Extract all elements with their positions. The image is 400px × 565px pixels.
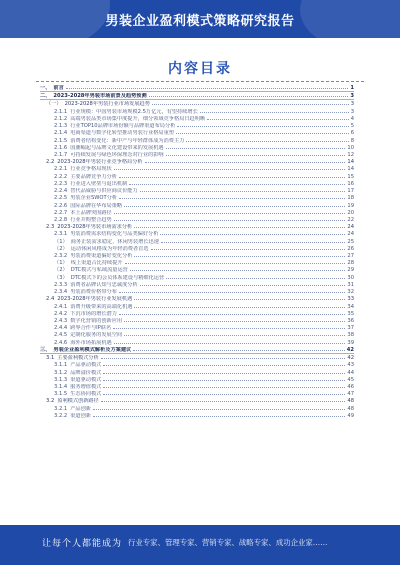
toc-entry[interactable] <box>40 209 354 216</box>
toc-entry-page: 14 <box>347 159 354 166</box>
toc-entry[interactable] <box>40 151 354 158</box>
toc-entry-page: 26 <box>347 245 354 252</box>
toc-entry-title: 男装消费价格带分布 <box>70 289 117 296</box>
toc-entry-number: 2.2.4 <box>54 188 68 195</box>
toc-entry[interactable] <box>40 92 354 100</box>
toc-entry-number: 2.1.6 <box>54 144 68 151</box>
toc-leader-dots <box>140 187 346 192</box>
toc-entry-title: 盈利模式创新路径 <box>57 398 99 405</box>
toc-entry[interactable] <box>40 115 354 122</box>
toc-entry-page: 10 <box>347 144 354 151</box>
toc-entry-title: 前言 <box>53 85 64 91</box>
toc-entry[interactable] <box>40 274 354 281</box>
toc-leader-dots <box>133 346 345 351</box>
toc-entry[interactable] <box>40 158 354 165</box>
toc-entry-title: 男装企业盈利模式解析及方案建议 <box>53 346 132 353</box>
toc-entry-number: 2.1.7 <box>54 151 68 158</box>
toc-entry-page: 27 <box>347 253 354 260</box>
toc-entry[interactable] <box>40 238 354 245</box>
toc-entry-page: 46 <box>347 383 354 390</box>
toc-entry[interactable] <box>40 295 354 302</box>
toc-leader-dots <box>114 209 346 214</box>
toc-entry-number: 2.2.6 <box>54 202 68 209</box>
footer-tagline: 行业专家、管理专家、营销专家、战略专家、成功企业家…… <box>128 538 328 547</box>
toc-entry[interactable] <box>40 194 354 201</box>
toc-entry[interactable] <box>40 288 354 295</box>
toc-entry[interactable] <box>40 202 354 209</box>
toc-entry-number: 2.1.3 <box>54 123 68 130</box>
toc-leader-dots <box>200 108 349 113</box>
toc-entry[interactable] <box>40 230 354 237</box>
toc-leader-dots <box>114 339 346 344</box>
toc-entry-number: 2.4.5 <box>54 332 68 339</box>
header-banner <box>0 0 400 38</box>
toc-entry-page: 48 <box>347 398 354 405</box>
toc-entry-title: 2023-2028年男装行业市场发展趋势 <box>64 101 150 108</box>
toc-entry-page: 39 <box>347 339 354 346</box>
toc-leader-dots <box>149 92 349 97</box>
toc-leader-dots <box>103 376 345 381</box>
toc-leader-dots <box>114 216 346 221</box>
toc-entry-number: 3.1.1 <box>54 362 68 369</box>
toc-leader-dots <box>134 223 345 228</box>
toc-entry-number: 2.2.7 <box>54 209 68 216</box>
toc-leader-dots <box>101 354 346 359</box>
toc-entry[interactable] <box>40 122 354 129</box>
toc-entry-page: 34 <box>347 303 354 310</box>
toc-entry-title: 替代品威胁与供应商议价能力 <box>70 188 138 195</box>
toc-entry-page: 42 <box>347 355 354 362</box>
toc-entry-page: 44 <box>347 369 354 376</box>
toc-entry[interactable] <box>40 187 354 194</box>
toc-entry-title: 渠道驱动模式 <box>70 376 102 383</box>
toc-entry-title: 国潮崛起与品牌文化建设带来的发展机遇 <box>70 144 164 151</box>
toc-entry-number: 2.1.1 <box>54 108 68 115</box>
footer-banner <box>0 525 400 565</box>
toc-entry-page: 18 <box>347 195 354 202</box>
toc-leader-dots <box>166 151 346 156</box>
toc-entry-title: 主要盈利模式分析 <box>57 355 99 362</box>
toc-entry-title: 运动休闲风格成为年轻消费者首选 <box>70 245 149 252</box>
toc-divider <box>36 81 364 82</box>
toc-leader-dots <box>101 397 346 402</box>
toc-entry[interactable] <box>40 259 354 266</box>
toc-leader-dots <box>177 122 348 127</box>
toc-entry-number: 2.1.5 <box>54 137 68 144</box>
toc-entry-title: 海外市场拓展机遇 <box>70 339 112 346</box>
toc-entry-number: 2.4.3 <box>54 318 68 324</box>
toc-leader-dots <box>134 303 345 308</box>
toc-entry[interactable] <box>40 317 354 324</box>
toc-entry-number: （2） <box>54 267 68 274</box>
toc-entry-title: 男装消费需求结构变化与品类偏好分析 <box>70 231 159 238</box>
toc-entry-number: 2.3.4 <box>54 289 68 296</box>
toc-leader-dots <box>119 288 345 293</box>
toc-entry-page: 48 <box>347 405 354 412</box>
toc-entry-title: 2023-2028年男装市场前景及趋势预测 <box>53 93 147 100</box>
toc-entry-title: 服务增值模式 <box>70 383 102 390</box>
toc-entry-number: 2.2.3 <box>54 180 68 187</box>
toc-entry-title: 行业规模：中国男装市场规模2.5万亿元，有望持续增长 <box>70 108 198 115</box>
toc-entry-page: 29 <box>347 267 354 274</box>
toc-entry-title: DTC模式与私域流量运营 <box>70 267 128 274</box>
toc-entry-title: 可持续发展与绿色环保理念对行业的影响 <box>70 151 164 158</box>
toc-leader-dots <box>160 230 345 235</box>
toc-entry-number: 2.2.8 <box>54 216 68 223</box>
toc-entry-page: 33 <box>347 296 354 303</box>
toc-entry-number: 2.4.6 <box>54 339 68 346</box>
toc-entry-page: 14 <box>347 166 354 173</box>
toc-leader-dots <box>129 180 345 185</box>
toc-leader-dots <box>66 84 349 89</box>
toc-entry-title: 品牌溢价模式 <box>70 369 102 376</box>
toc-entry-title: 2023-2028年男装行业发展机遇 <box>57 296 133 303</box>
toc-entry-page: 3 <box>350 93 354 100</box>
toc-leader-dots <box>166 144 346 149</box>
toc-entry-page: 12 <box>347 151 354 158</box>
toc-entry-number: 3.1.2 <box>54 369 68 376</box>
toc-leader-dots <box>130 266 346 271</box>
toc-entry[interactable] <box>40 137 354 144</box>
toc-entry-number: 3.2.1 <box>54 405 68 412</box>
toc-entry-number: 3.1.4 <box>54 383 68 390</box>
toc-entry-page: 4 <box>350 115 354 122</box>
table-of-contents <box>40 84 354 419</box>
toc-entry-title: 下沉市场的增长潜力 <box>70 310 117 317</box>
toc-entry-title: 行业进入壁垒与退出机制 <box>70 180 128 187</box>
toc-entry-number: 2.3.2 <box>54 253 68 260</box>
toc-entry-page: 3 <box>350 108 354 115</box>
toc-leader-dots <box>140 281 346 286</box>
toc-entry[interactable] <box>40 369 354 376</box>
toc-entry-page: 32 <box>347 289 354 296</box>
toc-leader-dots <box>134 295 345 300</box>
toc-entry[interactable] <box>40 303 354 310</box>
toc-entry-page: 3 <box>350 101 354 108</box>
toc-leader-dots <box>152 100 349 105</box>
toc-entry-number: 2.4 <box>46 296 55 303</box>
toc-entry-title: 男装消费渠道偏好变化分析 <box>70 253 133 260</box>
toc-entry-page: 38 <box>347 332 354 339</box>
toc-entry-title: 行业TOP10品牌市场份额与品牌渠道布局分析 <box>70 123 176 130</box>
toc-entry-page: 49 <box>347 412 354 419</box>
toc-entry-number: 2.2.5 <box>54 195 68 202</box>
toc-entry-number: 2.3 <box>46 224 55 231</box>
toc-entry-page: 35 <box>347 310 354 317</box>
toc-leader-dots <box>124 331 345 336</box>
toc-entry[interactable] <box>40 405 354 412</box>
toc-entry-number: 2.4.2 <box>54 310 68 317</box>
toc-entry-number: （1） <box>54 238 68 245</box>
toc-entry[interactable] <box>40 108 354 115</box>
toc-leader-dots <box>151 245 346 250</box>
toc-entry-page: 6 <box>350 130 354 137</box>
toc-entry-number: 2.4.1 <box>54 303 68 310</box>
toc-entry-page: 36 <box>347 318 354 324</box>
toc-entry[interactable] <box>40 346 354 354</box>
toc-entry-page: 45 <box>347 376 354 383</box>
toc-entry[interactable] <box>40 173 354 180</box>
toc-entry-number: （1） <box>54 260 68 267</box>
toc-entry-number: 2.2.2 <box>54 173 68 180</box>
toc-entry-title: 产品驱动模式 <box>70 362 102 369</box>
toc-entry[interactable] <box>40 216 354 223</box>
toc-entry-title: 电商渠道与数字化转型推动男装行业格局重塑 <box>70 130 174 137</box>
toc-leader-dots <box>103 361 345 366</box>
toc-entry-title: 主要品牌竞争力分析 <box>70 173 117 180</box>
toc-entry-title: 高端男装品类市场集中度提升，细分领域竞争格局日趋明晰 <box>70 115 206 122</box>
toc-leader-dots <box>113 324 345 329</box>
toc-entry-number: 一、 <box>40 85 51 91</box>
toc-entry-page: 17 <box>347 188 354 195</box>
toc-leader-dots <box>103 390 345 395</box>
toc-entry-page: 24 <box>347 231 354 238</box>
toc-entry-number: （一） <box>46 101 62 108</box>
toc-entry-number: （2） <box>54 245 68 252</box>
toc-entry-page: 24 <box>347 224 354 231</box>
toc-entry-page: 19 <box>347 202 354 209</box>
toc-leader-dots <box>124 202 345 207</box>
toc-leader-dots <box>166 274 345 279</box>
toc-entry-page: 43 <box>347 362 354 369</box>
toc-entry-number: 2.1.2 <box>54 115 68 122</box>
toc-entry-number: 3.2.2 <box>54 412 68 419</box>
toc-entry-number: 2.3.1 <box>54 231 68 238</box>
toc-entry[interactable] <box>40 180 354 187</box>
toc-leader-dots <box>103 383 345 388</box>
toc-entry[interactable] <box>40 324 354 331</box>
toc-entry-number: 2.3.3 <box>54 281 68 288</box>
toc-entry[interactable] <box>40 266 354 273</box>
toc-entry-title: 2023-2028年男装市场需求分析 <box>57 224 133 231</box>
report-title: 男装企业盈利模式策略研究报告 <box>105 14 295 29</box>
toc-leader-dots <box>207 115 349 120</box>
toc-entry-title: 2023-2028年男装行业竞争格局分析 <box>57 159 143 166</box>
toc-entry-number: 三、 <box>40 346 51 353</box>
toc-entry-page: 37 <box>347 325 354 332</box>
toc-entry-title: 国际品牌在华布局策略 <box>70 202 123 209</box>
toc-entry[interactable] <box>40 412 354 419</box>
toc-entry[interactable] <box>40 397 354 404</box>
toc-entry-page: 20 <box>347 209 354 216</box>
toc-entry[interactable] <box>40 281 354 288</box>
toc-entry-number: 2.2.1 <box>54 166 68 173</box>
toc-entry-title: 消费升级带来的高端化机遇 <box>70 303 133 310</box>
toc-entry-number: 3.1 <box>46 355 55 362</box>
toc-entry-title: DTC模式下的会员体系建设与精细化运营 <box>70 274 165 281</box>
toc-entry[interactable] <box>40 100 354 107</box>
toc-entry-title: 产品创新 <box>70 405 91 412</box>
toc-entry[interactable] <box>40 339 354 346</box>
toc-leader-dots <box>119 310 345 315</box>
toc-entry-number: 2.1.4 <box>54 130 68 137</box>
toc-entry[interactable] <box>40 331 354 338</box>
toc-entry-page: 31 <box>347 281 354 288</box>
toc-entry-title: 本土品牌突围路径 <box>70 209 112 216</box>
toc-entry-title: 行业并购整合趋势 <box>70 216 112 223</box>
toc-entry-page: 16 <box>347 180 354 187</box>
toc-entry-title: 生态协同模式 <box>70 391 102 398</box>
toc-leader-dots <box>93 405 345 410</box>
toc-entry[interactable] <box>40 390 354 397</box>
toc-entry-number: 3.1.3 <box>54 376 68 383</box>
toc-entry-title: 定制化服务的发展空间 <box>70 332 123 339</box>
toc-entry[interactable] <box>40 310 354 317</box>
toc-entry-number: （3） <box>54 274 68 281</box>
toc-entry-page: 8 <box>350 137 354 144</box>
toc-entry[interactable] <box>40 354 354 361</box>
toc-leader-dots <box>119 194 345 199</box>
toc-entry-title: 渠道创新 <box>70 412 91 419</box>
toc-entry[interactable] <box>40 383 354 390</box>
toc-leader-dots <box>176 129 349 134</box>
toc-entry-page: 30 <box>347 274 354 281</box>
toc-entry[interactable] <box>40 361 354 368</box>
toc-entry-title: 数字化营销的创新应用 <box>70 318 123 324</box>
toc-heading: 内容目录 <box>168 61 232 77</box>
toc-entry-number: 二、 <box>40 93 51 100</box>
toc-entry[interactable] <box>40 245 354 252</box>
toc-entry[interactable] <box>40 129 354 136</box>
toc-leader-dots <box>134 252 345 257</box>
toc-leader-dots <box>93 412 345 417</box>
toc-entry-title: 跨界合作与IP联名 <box>70 325 112 332</box>
toc-entry-page: 47 <box>347 391 354 398</box>
toc-leader-dots <box>103 369 345 374</box>
footer-slogan: 让每个人都能成为 <box>42 539 123 549</box>
toc-leader-dots <box>119 173 345 178</box>
toc-entry[interactable] <box>40 144 354 151</box>
toc-entry-number: 3.2 <box>46 398 55 405</box>
toc-entry-page: 28 <box>347 260 354 267</box>
toc-leader-dots <box>125 259 346 264</box>
toc-leader-dots <box>161 238 346 243</box>
toc-entry-page: 15 <box>347 173 354 180</box>
toc-entry-page: 22 <box>347 216 354 223</box>
toc-entry-title: 线上渠道占比持续提升 <box>70 260 123 267</box>
toc-entry[interactable] <box>40 376 354 383</box>
toc-entry-title: 男装企业SWOT分析 <box>70 195 118 202</box>
toc-entry-number: 2.4.4 <box>54 325 68 332</box>
toc-entry[interactable] <box>40 84 354 92</box>
toc-entry-title: 消费者品牌认知与忠诚度分析 <box>70 281 138 288</box>
toc-entry-number: 3.1.5 <box>54 391 68 398</box>
toc-entry-number: 2.2 <box>46 159 55 166</box>
toc-entry-title: 商务正装需求稳定，休闲男装增长迅速 <box>70 238 159 245</box>
toc-entry-title: 消费者结构变化：新中产与年轻群体成为消费主力 <box>70 137 185 144</box>
toc-entry-page: 1 <box>350 85 354 91</box>
toc-entry[interactable] <box>40 223 354 230</box>
toc-entry[interactable] <box>40 165 354 172</box>
toc-entry-page: 5 <box>350 123 354 130</box>
toc-leader-dots <box>186 137 348 142</box>
toc-entry[interactable] <box>40 252 354 259</box>
toc-entry-title: 行业竞争格局现状 <box>70 166 112 173</box>
toc-leader-dots <box>114 165 346 170</box>
toc-entry-page: 42 <box>346 346 354 353</box>
toc-leader-dots <box>124 317 345 322</box>
toc-entry-page: 25 <box>347 238 354 245</box>
toc-leader-dots <box>145 158 346 163</box>
